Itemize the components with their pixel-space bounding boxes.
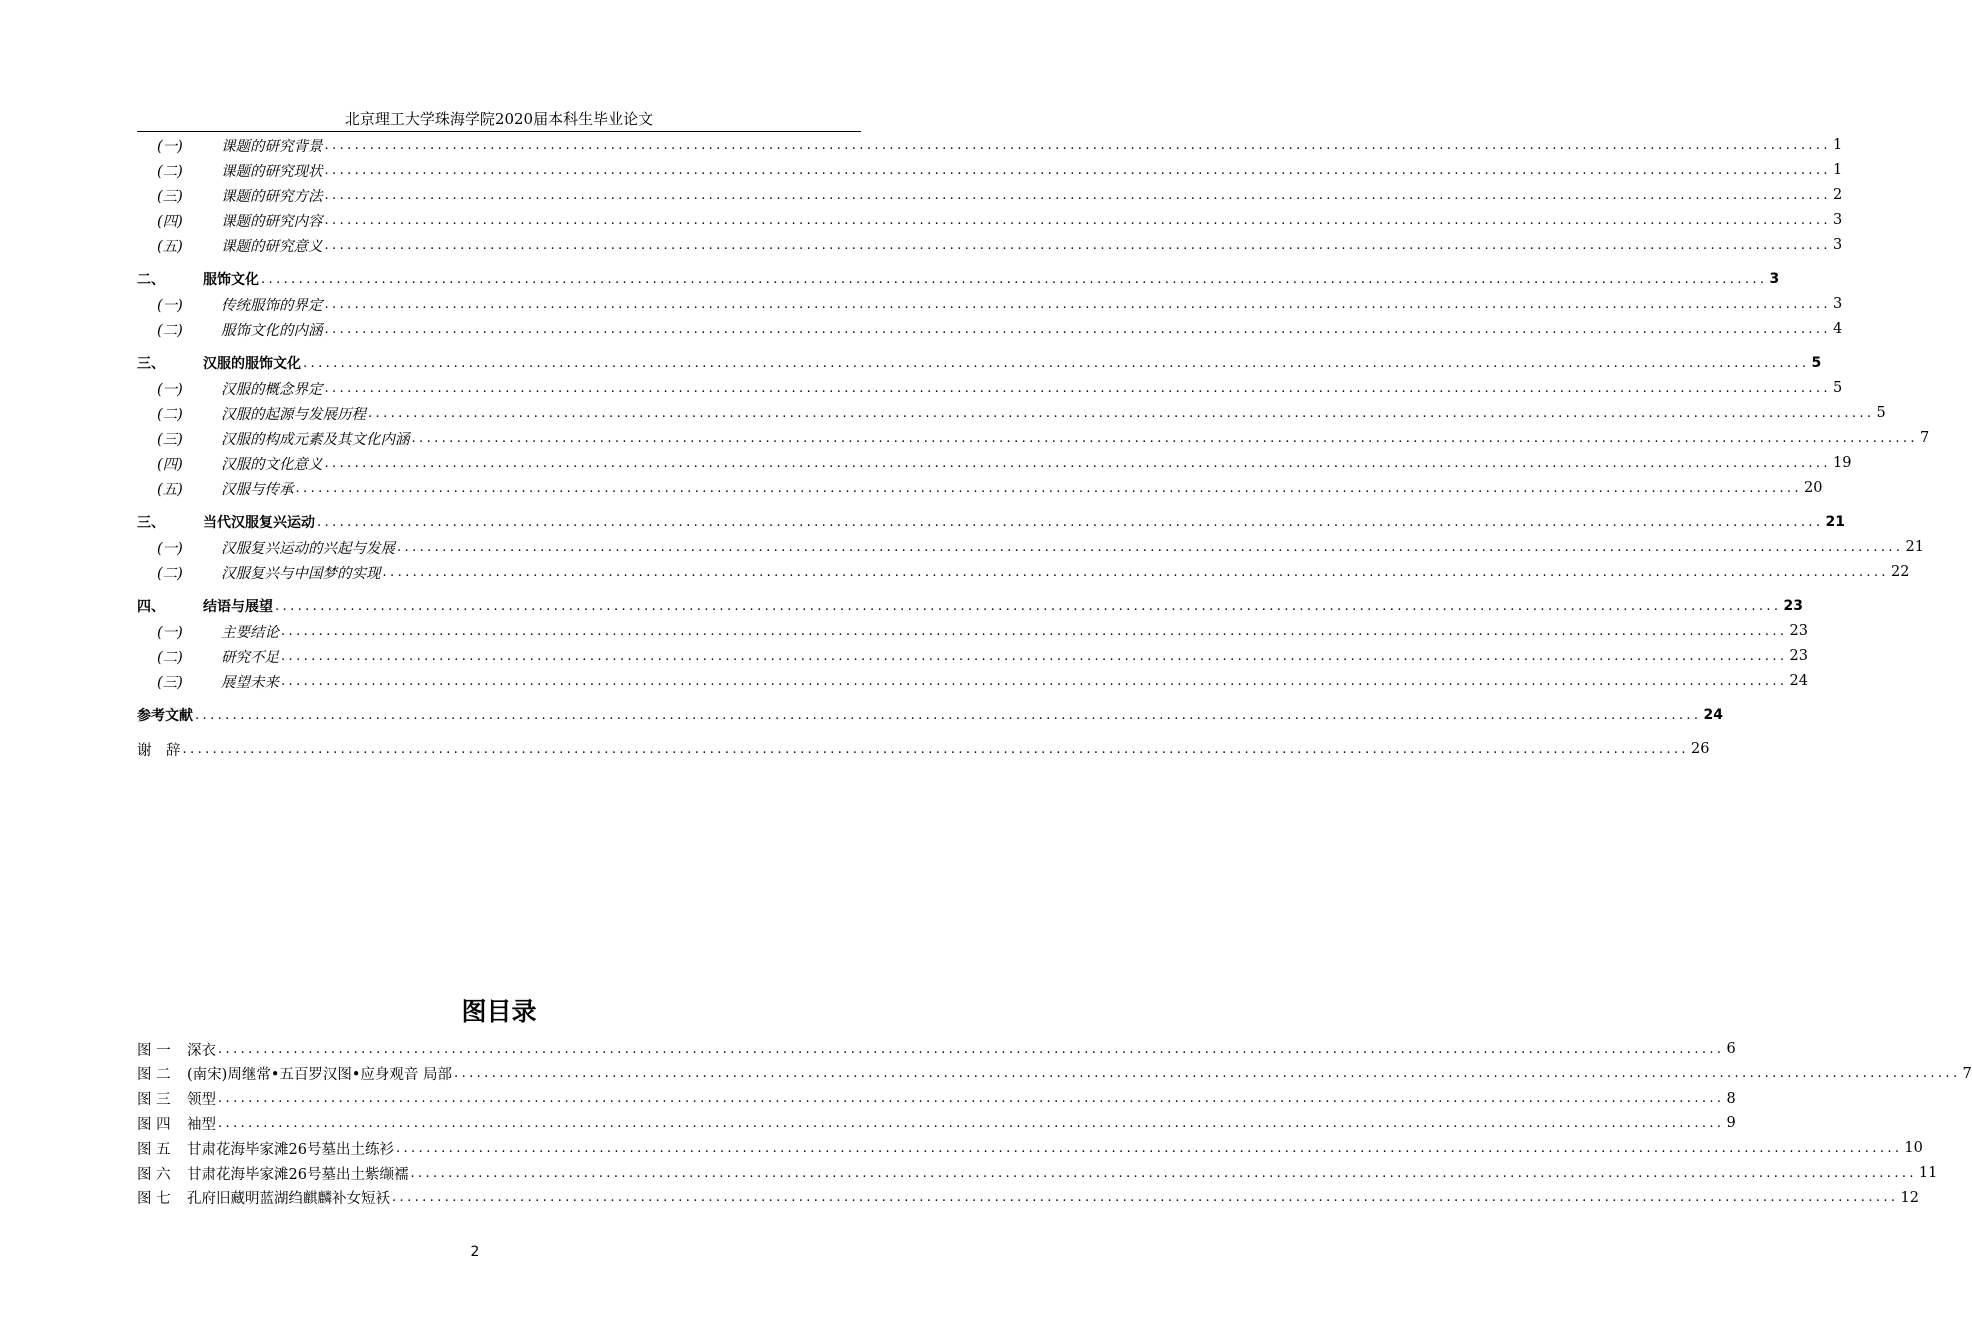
toc-entry-number: 二、 [137,272,165,288]
figure-title: 孔府旧藏明蓝湖绉麒麟补女短袄 [187,1191,390,1208]
figure-title: 袖型 [187,1116,216,1133]
toc-entry-title: 汉服的服饰文化 [203,356,301,372]
toc-entry-page: 5 [1832,380,1843,396]
toc-entry-number: (四) [157,456,183,473]
toc-entry-page: 19 [1832,455,1852,471]
toc-entry-page: 3 [1832,212,1843,228]
toc-entry-title: 课题的研究现状 [221,163,323,180]
figure-number: 图 六 [137,1166,171,1183]
toc-entry-title: 汉服的文化意义 [221,456,323,473]
figure-page: 12 [1900,1189,1919,1206]
toc-entry-page: 3 [1832,237,1843,253]
toc-entry-page: 5 [1811,355,1822,371]
toc-entry-title: 研究不足 [221,649,279,666]
toc-leader-dots: ........................................................................................................................................................................................................ [295,480,1802,496]
toc-entry-number: (二) [157,163,183,180]
toc-leader-dots: ........................................................................................................................................................................................................ [324,296,1831,312]
toc-entry[interactable] [137,511,1845,533]
figure-title: 领型 [187,1092,216,1109]
toc-leader-dots: ........................................................................................................................................................................................................ [281,673,1788,689]
toc-entry-page: 20 [1803,480,1823,496]
toc-entry-title: 课题的研究意义 [221,238,323,255]
toc-leader-dots: ........................................................................................................................................................................................................ [324,237,1831,253]
toc-entry-page: 1 [1832,162,1843,178]
figure-page: 8 [1726,1090,1736,1107]
figure-leader-dots: ........................................................................................................................................................................................................ [392,1190,1899,1206]
toc-entry-page: 21 [1905,539,1924,555]
toc-entry-title: 当代汉服复兴运动 [203,515,315,531]
toc-leader-dots: ........................................................................................................................................................................................................ [275,598,1782,614]
toc-entry-title: 汉服复兴运动的兴起与发展 [221,540,395,557]
toc-entry-number: (四) [157,213,183,230]
toc-entry-title: 汉服与传承 [221,481,294,498]
figure-leader-dots: ........................................................................................................................................................................................................ [218,1115,1725,1131]
figure-page: 6 [1726,1041,1736,1057]
toc-entry[interactable] [137,427,1930,449]
toc-entry-page: 26 [1690,741,1710,757]
toc-entry-title: 服饰文化的内涵 [221,322,323,339]
toc-entry-page: 2 [1832,187,1843,203]
toc-leader-dots: ........................................................................................................................................................................................................ [324,137,1831,153]
figure-number: 图 二 [137,1067,171,1084]
toc-leader-dots: ........................................................................................................................................................................................................ [368,405,1875,421]
toc-entry-title: 服饰文化 [203,272,259,288]
figure-list-entry[interactable] [137,1162,1938,1184]
figure-leader-dots: ........................................................................................................................................................................................................ [454,1066,1961,1082]
toc-entry-page: 21 [1825,514,1845,530]
toc-entry-title: 课题的研究背景 [221,138,323,155]
toc-entry-number: (一) [157,540,183,557]
toc-leader-dots: ........................................................................................................................................................................................................ [411,430,1918,446]
figure-page: 7 [1962,1065,1972,1082]
toc-entry-number: (二) [157,406,183,423]
toc-entry-page: 3 [1832,296,1843,312]
figure-number: 图 五 [137,1141,171,1158]
toc-entry-page: 5 [1876,405,1886,421]
toc-entry-page: 1 [1832,137,1843,153]
toc-entry[interactable] [137,318,1843,340]
toc-entry[interactable] [137,452,1852,474]
toc-entry[interactable] [137,268,1780,290]
toc-leader-dots: ........................................................................................................................................................................................................ [317,514,1824,530]
toc-leader-dots: ........................................................................................................................................................................................................ [397,539,1904,555]
toc-entry-number: (一) [157,297,183,314]
figure-list-entry[interactable] [137,1137,1923,1159]
toc-entry-number: 三、 [137,356,165,372]
toc-entry[interactable] [137,293,1843,315]
figure-page: 9 [1726,1115,1736,1132]
toc-entry[interactable] [137,234,1843,256]
toc-leader-dots: ........................................................................................................................................................................................................ [324,162,1831,178]
toc-leader-dots: ........................................................................................................................................................................................................ [324,321,1831,337]
toc-entry-number: (五) [157,481,183,498]
toc-entry-page: 24 [1703,707,1723,723]
figure-number: 图 三 [137,1092,171,1109]
toc-entry[interactable] [137,738,1710,760]
figure-leader-dots: ........................................................................................................................................................................................................ [410,1165,1917,1181]
toc-leader-dots: ........................................................................................................................................................................................................ [195,707,1702,723]
figure-title: 甘肃花海毕家滩26号墓出土练衫 [187,1141,394,1158]
toc-entry[interactable] [137,645,1808,667]
toc-entry[interactable] [137,620,1808,642]
figure-list-heading: 图目录 [461,997,537,1026]
toc-leader-dots: ........................................................................................................................................................................................................ [324,187,1831,203]
figure-title: 甘肃花海毕家滩26号墓出土紫缬襦 [187,1166,409,1183]
toc-entry-title: 谢 辞 [137,742,181,759]
figure-leader-dots: ........................................................................................................................................................................................................ [395,1140,1903,1156]
toc-entry-page: 23 [1789,648,1808,664]
toc-entry-title: 汉服的起源与发展历程 [221,406,366,423]
toc-leader-dots: ........................................................................................................................................................................................................ [303,355,1810,371]
toc-entry-number: (五) [157,238,183,255]
figure-page: 10 [1904,1140,1923,1157]
figure-page: 11 [1918,1165,1938,1181]
page-number: 2 [470,1244,480,1260]
toc-entry-title: 展望未来 [221,674,279,691]
toc-entry-number: (二) [157,565,183,582]
toc-entry-number: 三、 [137,515,165,531]
figure-list-entry[interactable] [137,1088,1736,1110]
toc-entry-page: 23 [1783,598,1803,614]
figure-list-entry[interactable] [137,1038,1736,1060]
toc-entry-number: (三) [157,188,183,205]
figure-list-entry[interactable] [137,1112,1736,1134]
toc-entry-number: (一) [157,138,183,155]
toc-entry[interactable] [137,209,1843,231]
toc-entry-title: 课题的研究方法 [221,188,323,205]
toc-entry-number: 四、 [137,599,165,615]
toc-entry-title: 课题的研究内容 [221,213,323,230]
toc-entry[interactable] [137,477,1823,499]
toc-entry-title: 汉服的概念界定 [221,381,323,398]
figure-number: 图 一 [137,1042,171,1059]
toc-leader-dots: ........................................................................................................................................................................................................ [382,564,1889,580]
toc-entry-title: 汉服复兴与中国梦的实现 [221,565,381,582]
toc-entry[interactable] [137,352,1822,374]
toc-entry[interactable] [137,402,1886,424]
figure-title: 深衣 [187,1042,216,1059]
toc-entry-page: 7 [1919,430,1930,446]
toc-entry[interactable] [137,134,1843,156]
toc-leader-dots: ........................................................................................................................................................................................................ [324,455,1831,471]
toc-entry-number: (二) [157,649,183,666]
figure-title: (南宋)周继常•五百罗汉图•应身观音 局部 [187,1067,453,1084]
toc-leader-dots: ........................................................................................................................................................................................................ [324,380,1831,396]
toc-entry-number: (三) [157,431,183,448]
toc-entry-page: 3 [1769,271,1780,287]
figure-leader-dots: ........................................................................................................................................................................................................ [218,1041,1725,1057]
figure-number: 图 四 [137,1116,171,1133]
toc-entry[interactable] [137,536,1924,558]
running-header: 北京理工大学珠海学院2020届本科生毕业论文 [344,110,654,128]
toc-leader-dots: ........................................................................................................................................................................................................ [182,741,1689,757]
toc-entry-page: 23 [1789,623,1808,639]
toc-entry-title: 汉服的构成元素及其文化内涵 [221,431,410,448]
toc-entry-number: (三) [157,674,183,691]
toc-entry[interactable] [137,184,1843,206]
toc-entry-title: 传统服饰的界定 [221,297,323,314]
figure-number: 图 七 [137,1191,171,1208]
toc-entry[interactable] [137,561,1910,583]
header-rule [137,131,861,132]
figure-leader-dots: ........................................................................................................................................................................................................ [218,1091,1725,1107]
toc-entry-number: (二) [157,322,183,339]
toc-leader-dots: ........................................................................................................................................................................................................ [281,623,1788,639]
toc-entry-page: 22 [1890,564,1910,580]
toc-leader-dots: ........................................................................................................................................................................................................ [261,271,1768,287]
toc-entry[interactable] [137,670,1808,692]
toc-entry-title: 主要结论 [221,624,279,641]
toc-entry-number: (一) [157,381,183,398]
toc-entry-page: 24 [1789,673,1808,689]
toc-entry-title: 参考文献 [137,708,193,724]
figure-list-entry[interactable] [137,1063,1972,1085]
toc-entry-number: (一) [157,624,183,641]
toc-entry[interactable] [137,595,1803,617]
toc-entry[interactable] [137,377,1843,399]
toc-leader-dots: ........................................................................................................................................................................................................ [281,648,1788,664]
toc-entry-title: 结语与展望 [203,599,273,615]
toc-leader-dots: ........................................................................................................................................................................................................ [324,212,1831,228]
toc-entry[interactable] [137,159,1843,181]
toc-entry-page: 4 [1832,321,1843,337]
figure-list-entry[interactable] [137,1187,1919,1209]
toc-entry[interactable] [137,704,1723,726]
